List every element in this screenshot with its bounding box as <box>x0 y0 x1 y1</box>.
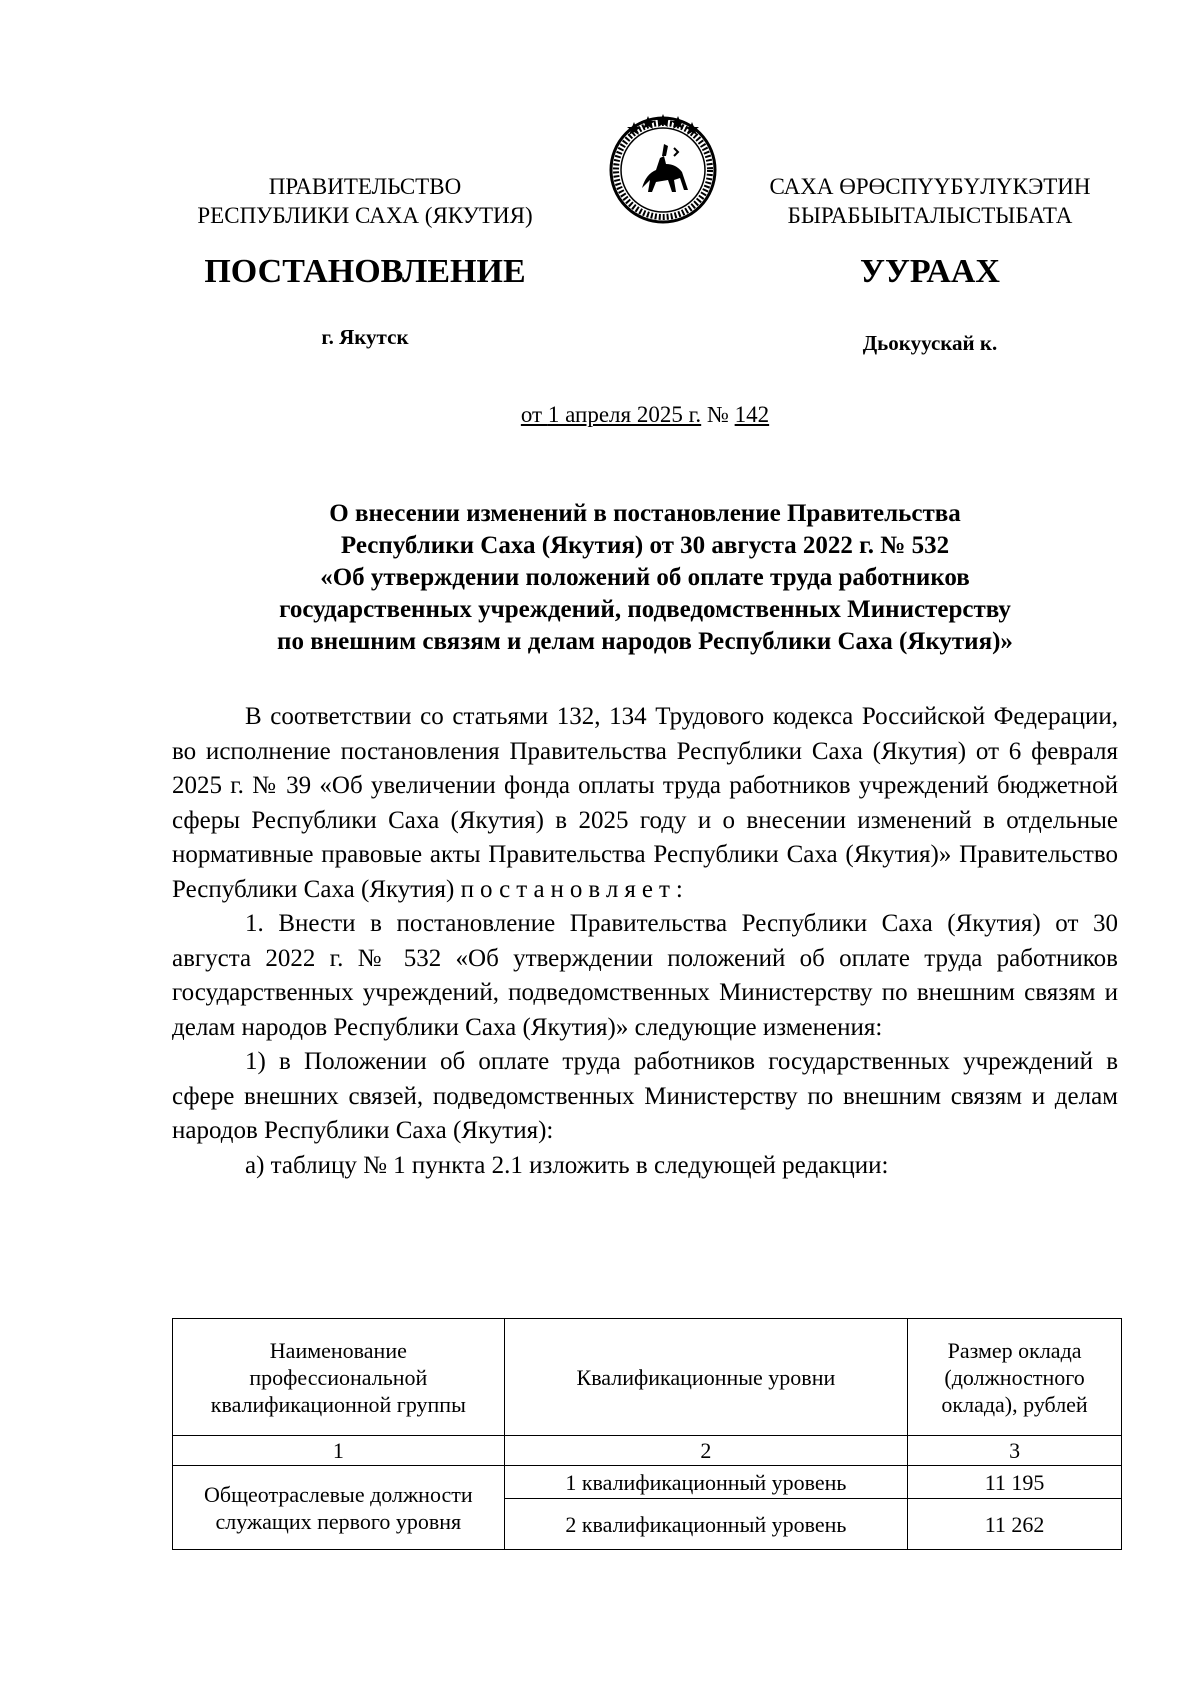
heading-line: государственных учреждений, подведомственных Министерству <box>279 596 1011 623</box>
group-cell: Общеотраслевые должности служащих первого уровня <box>173 1466 505 1550</box>
heading-line: «Об утверждении положений об оплате труда работников <box>320 564 970 591</box>
number-sign: № <box>701 402 735 427</box>
resolves-word: постановляет <box>460 875 676 903</box>
column-number: 2 <box>504 1436 907 1466</box>
heading-line: Республики Саха (Якутия) от 30 августа 2022 г. № 532 <box>340 532 950 559</box>
paragraph-item-1: 1. Внести в постановление Правительства Республики Саха (Якутия) от 30 августа 2022 г. № 532 «Об утверждении положений об оплате труда работников государственных учреждений, подведомственных Министерству по внешним связям и делам народов Республики Саха (Якутия)» следующие изменения: <box>172 910 1118 1041</box>
header-cell-levels: Квалификационные уровни <box>504 1319 907 1436</box>
paragraph-subitem-a: а) таблицу № 1 пункта 2.1 изложить в следующей редакции: <box>245 1151 889 1179</box>
header-cell-salary: Размер оклада (должностного оклада), рублей <box>908 1319 1122 1436</box>
city-sah: Дьокуускай к. <box>862 331 998 355</box>
header-left-line1: ПРАВИТЕЛЬСТВО <box>268 174 462 199</box>
table-number-row <box>173 1436 1122 1466</box>
paragraph-preamble <box>172 700 1118 907</box>
header-cell-group: Наименование профессиональной квалификационной группы <box>173 1319 505 1436</box>
salary-table <box>172 1318 1122 1550</box>
level-cell: 1 квалификационный уровень <box>504 1466 907 1499</box>
document-date: 1 апреля 2025 г. <box>547 402 702 427</box>
preamble-text: В соответствии со статьями 132, 134 Трудового кодекса Российской Федерации, во исполнение постановления Правительства Республики Саха (Якутия) от 6 февраля 2025 г. № 39 «Об увеличении фонда оплаты труда работников учреждений бюджетной сферы Республики Саха (Якутия) в 2025 году и о внесении изменений в отдельные нормативные правовые акты Правительства Республики Саха (Якутия)» Правительство Республики Саха (Якутия) <box>172 703 1118 903</box>
document-type-sah: УУРААХ <box>860 253 1000 290</box>
salary-cell: 11 262 <box>908 1499 1122 1550</box>
coat-of-arms-icon <box>604 108 722 226</box>
document-heading <box>170 498 1120 658</box>
city-ru: г. Якутск <box>321 325 409 349</box>
table-header-row <box>173 1319 1122 1436</box>
document-number: 142 <box>734 402 770 427</box>
document-body <box>172 700 1118 1183</box>
column-number: 1 <box>173 1436 505 1466</box>
header-right-line2: БЫРАБЫЫТАЛЫСТЫБАТА <box>787 203 1073 228</box>
date-prefix: от <box>520 402 548 427</box>
heading-line: по внешним связям и делам народов Республики Саха (Якутия)» <box>277 628 1013 655</box>
preamble-end: : <box>675 875 683 903</box>
heading-line: О внесении изменений в постановление Правительства <box>329 500 961 527</box>
column-number: 3 <box>908 1436 1122 1466</box>
header-right <box>740 172 1120 230</box>
header-right-line1: САХА ӨРӨСПҮҮБҮЛҮКЭТИН <box>769 174 1091 199</box>
date-number-line <box>0 402 1200 428</box>
document-type-ru: ПОСТАНОВЛЕНИЕ <box>204 253 526 290</box>
table-row <box>173 1466 1122 1499</box>
header-left-line2: РЕСПУБЛИКИ САХА (ЯКУТИЯ) <box>197 203 533 228</box>
paragraph-subitem-1: 1) в Положении об оплате труда работников государственных учреждений в сфере внешних связей, подведомственных Министерству по внешним связям и делам народов Республики Саха (Якутия): <box>172 1048 1118 1144</box>
salary-cell: 11 195 <box>908 1466 1122 1499</box>
level-cell: 2 квалификационный уровень <box>504 1499 907 1550</box>
header-left <box>170 172 560 230</box>
